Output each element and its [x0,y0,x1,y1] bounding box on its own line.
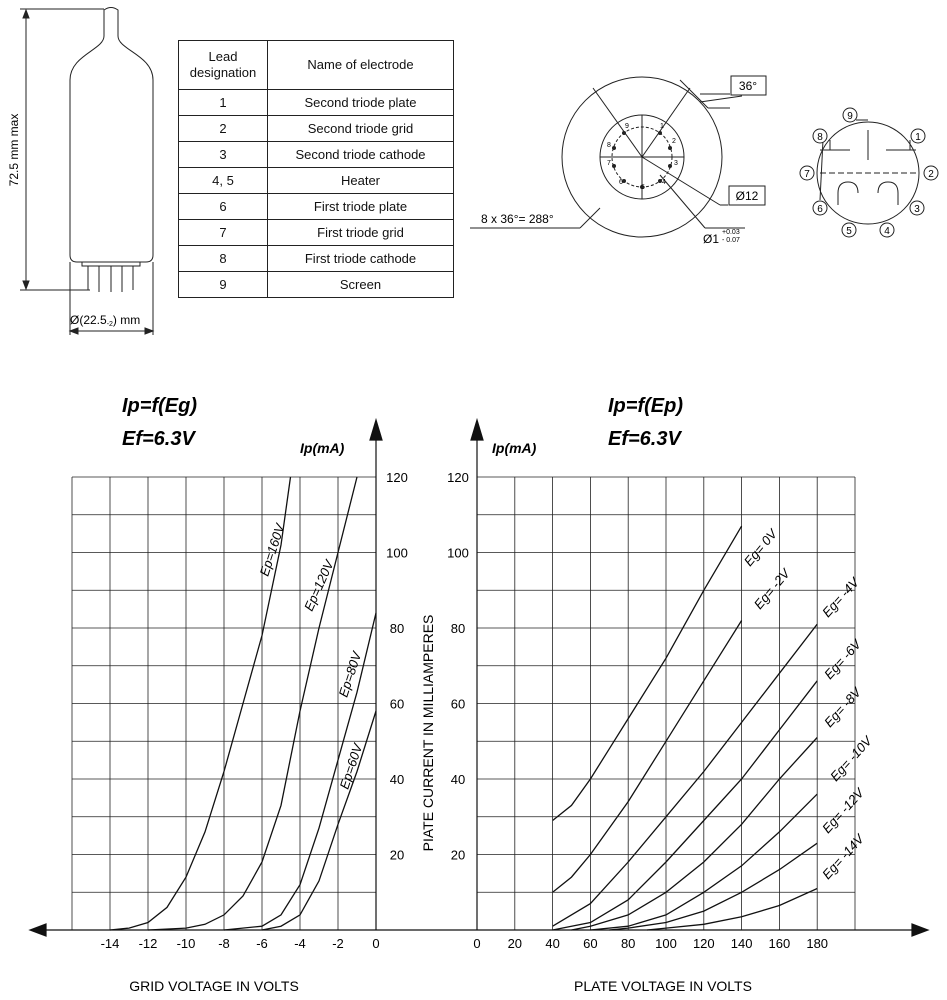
axes [30,420,928,936]
base-angle-total-label: 8 x 36°= 288° [481,212,554,226]
chart-title: Ip=f(Ep) [608,395,683,417]
y-tick-label: 20 [389,847,405,863]
series-label: Eg= -4V [819,574,862,621]
x-tick-label: -12 [138,936,158,951]
x-tick-label: -10 [176,936,196,951]
base-pin-number: 8 [607,142,611,149]
y-tick-label: 100 [386,545,408,561]
base-pin-number: 6 [619,179,623,186]
series-label: Eg= 0V [740,526,780,569]
base-pin-number: 7 [607,160,611,167]
schematic-pin-number: 4 [884,226,890,237]
y-tick-label: 40 [450,772,466,787]
series-label: Ep=160V [256,522,288,578]
x-tick-label: -2 [332,936,344,951]
pin-table-header-lead: Lead designation [179,41,268,90]
x-tick-label: 40 [545,936,560,951]
x-axis-arrow-right [912,924,928,936]
x-tick-label: 160 [768,936,791,951]
x-tick-label: 120 [692,936,715,951]
x-tick-label: 140 [730,936,753,951]
schematic-pin-number: 5 [846,226,852,237]
pin-table-header-name: Name of electrode [268,41,454,90]
chart-title: Ip=f(Eg) [122,395,197,417]
base-pin-number: 3 [674,160,678,167]
schematic-pin-number: 1 [915,132,921,143]
series-line [572,738,818,931]
chart-ip-ep [420,395,876,994]
series-label: Eg= -14V [819,831,867,883]
pin-electrode-name: Second triode plate [268,90,454,116]
series-label: Eg= -2V [750,566,793,612]
series-label: Eg= -12V [819,785,867,837]
chart-subtitle: Ef=6.3V [608,428,681,450]
pin-lead: 7 [179,220,268,246]
pin-lead: 3 [179,142,268,168]
x-tick-label: 180 [806,936,829,951]
schematic-pin-number: 6 [817,204,823,215]
y-axis-left-arrow [370,420,382,440]
x-tick-label: 100 [655,936,677,951]
series-label: Ep=60V [336,741,366,791]
base-circle-label: Ø12 [735,189,759,203]
base-pin-number: 1 [660,123,664,130]
y-tick-label: 20 [450,847,466,863]
series-label: Eg= -10V [827,733,875,785]
schematic-pin-number: 7 [804,169,810,180]
series-label: Ep=120V [301,557,337,614]
base-pin-tol-minus: - 0.07 [722,237,740,244]
series-label: Eg= -8V [821,684,864,731]
base-pin-number: 9 [625,123,629,130]
chart-subtitle: Ef=6.3V [122,428,195,450]
pin-electrode-name: Heater [268,168,454,194]
y-tick-label: 80 [389,621,405,636]
tube-height-label: 72.5 mm max [7,113,21,187]
x-tick-label: -14 [100,936,120,951]
y-tick-label: 40 [389,772,405,787]
tube-diameter-label: Ø(22.5-2) mm [70,313,141,328]
series-label: Ep=80V [335,649,365,699]
y-axis-label: Ip(mA) [300,440,345,456]
x-axis-label: PLATE VOLTAGE IN VOLTS [574,978,752,994]
schematic-pin-number: 9 [847,111,853,122]
x-tick-label: 0 [473,936,481,951]
x-tick-label: 0 [372,936,380,951]
series-line [553,621,742,893]
x-tick-label: -6 [256,936,268,951]
x-tick-label: 60 [583,936,598,951]
pin-electrode-name: First triode cathode [268,246,454,272]
x-axis-label: GRID VOLTAGE IN VOLTS [129,978,299,994]
series-line [647,889,817,931]
y-axis-short-label: Ip(mA) [492,440,537,456]
x-tick-label: 20 [507,936,523,951]
grid [72,477,376,930]
pin-electrode-name: Second triode grid [268,116,454,142]
x-tick-label: 80 [620,936,636,951]
schematic-pin-number: 8 [817,132,823,143]
y-tick-label: 120 [386,470,408,485]
series-line [553,526,742,820]
x-tick-label: -4 [294,936,306,951]
y-axis-right-arrow [471,420,483,440]
y-tick-label: 120 [447,470,469,485]
y-tick-label: 60 [389,696,405,712]
pin-lead: 6 [179,194,268,220]
series-line [262,711,376,930]
base-pin-tol-plus: +0.03 [722,229,740,236]
y-axis-label: PIATE CURRENT IN MILLIAMPERES [420,614,436,852]
pin-electrode-name: Second triode cathode [268,142,454,168]
schematic-pin-number: 3 [914,204,920,215]
pin-electrode-name: First triode grid [268,220,454,246]
y-tick-label: 80 [450,621,466,636]
pin-electrode-name: Screen [268,272,454,298]
pin-lead: 2 [179,116,268,142]
base-pin-number: 2 [672,138,676,145]
x-axis-arrow-left [30,924,46,936]
pin-lead: 4, 5 [179,168,268,194]
base-pin-number: 5 [641,184,645,191]
pin-lead: 9 [179,272,268,298]
pin-lead: 8 [179,246,268,272]
y-tick-label: 100 [447,545,469,561]
schematic-pin-number: 2 [928,169,934,180]
pin-electrode-name: First triode plate [268,194,454,220]
chart-ip-eg [72,395,408,994]
x-tick-label: -8 [218,936,230,951]
base-pin-diameter-label: Ø1 [703,232,720,246]
base-pin-number: 4 [662,179,666,186]
pin-lead: 1 [179,90,268,116]
y-tick-label: 60 [450,696,466,712]
base-angle-label: 36° [738,79,758,93]
series-label: Eg= -6V [821,636,864,683]
